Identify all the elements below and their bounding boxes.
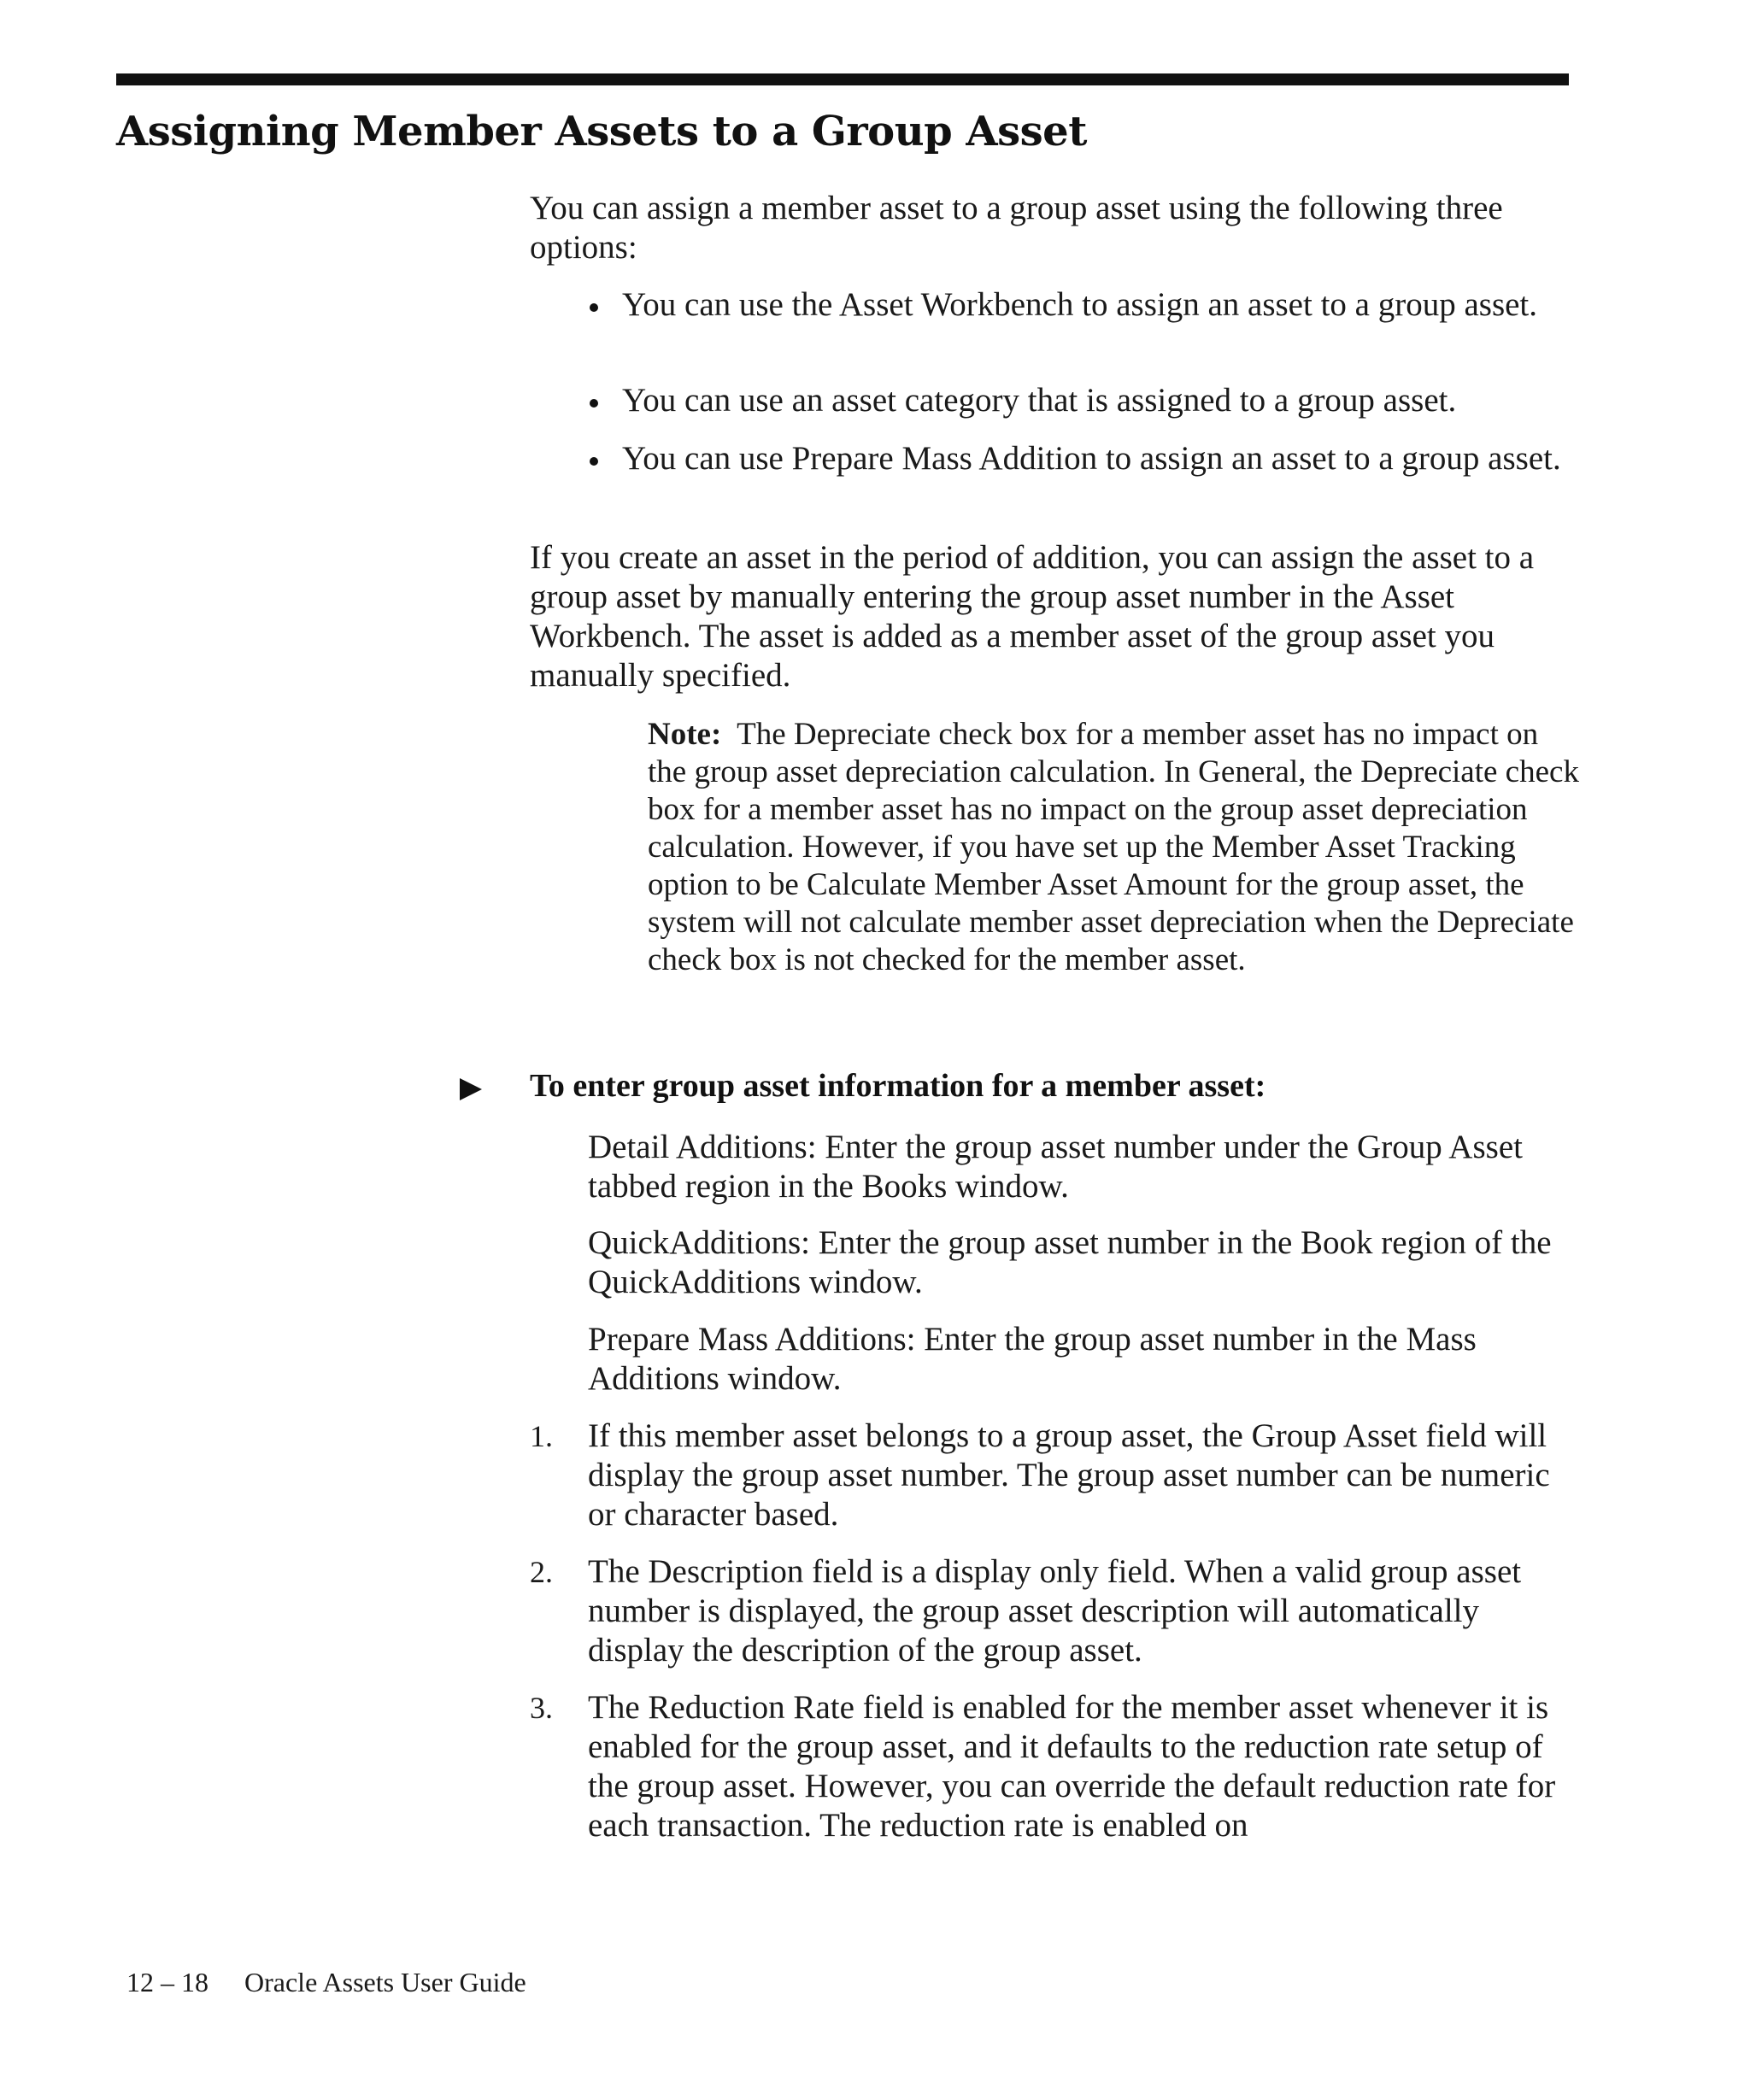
procedure-subparagraph: Prepare Mass Additions: Enter the group asset number in the Mass Additions window. [588, 1321, 1477, 1397]
bullet-item: You can use Prepare Mass Addition to assign an asset to a group asset. [622, 440, 1561, 477]
procedure-arrow-icon [460, 1078, 482, 1100]
step-text: If this member asset belongs to a group asset, the Group Asset field will display the group asset number. The group asset number can be numeric or character based. [588, 1417, 1550, 1533]
procedure-heading: To enter group asset information for a member asset: [530, 1068, 1266, 1104]
footer-page-number: 12 – 18 [126, 1967, 208, 1997]
addition-paragraph: If you create an asset in the period of addition, you can assign the asset to a group asset by manually entering the group asset number in the Asset Workbench. The asset is added as a member asset of the group asset you manually specified. [530, 539, 1535, 694]
bullet-item: You can use an asset category that is assigned to a group asset. [622, 382, 1457, 419]
step-number: 3. [530, 1691, 553, 1725]
bullet-item: You can use the Asset Workbench to assign an asset to a group asset. [622, 286, 1538, 323]
step-number: 1. [530, 1419, 553, 1453]
procedure-subparagraph: Detail Additions: Enter the group asset number under the Group Asset tabbed region in the Books window. [588, 1129, 1523, 1205]
note-label: Note: [648, 717, 722, 752]
step-text: The Reduction Rate field is enabled for the member asset whenever it is enabled for the group asset, and it defaults to the reduction rate setup of the group asset. However, you can override the default reduction rate for each transaction. The reduction rate is enabled on [588, 1689, 1556, 1844]
note-text: The Depreciate check box for a member asset has no impact on the group asset depreciation calculation. In General, the Depreciate check box for a member asset has no impact on the group asset depreciation calculation. However, if you have set up the Member Asset Tracking option to be Calculate Member Asset Amount for the group asset, the system will not calculate member asset depreciation when the Depreciate check box is not checked for the member asset. [648, 717, 1579, 977]
page-title: Assigning Member Assets to a Group Asset [116, 108, 1087, 155]
bullet-icon [590, 399, 598, 408]
step-number: 2. [530, 1555, 553, 1589]
procedure-subparagraph: QuickAdditions: Enter the group asset number in the Book region of the QuickAdditions window. [588, 1224, 1552, 1300]
page-footer [126, 1965, 526, 1999]
intro-paragraph: You can assign a member asset to a group asset using the following three options: [530, 190, 1503, 266]
footer-book-title: Oracle Assets User Guide [244, 1967, 526, 1997]
bullet-icon [590, 303, 598, 312]
note-block [648, 716, 1579, 979]
top-rule [116, 73, 1569, 85]
step-text: The Description field is a display only field. When a valid group asset number is displayed, the group asset description will automatically display the description of the group asset. [588, 1553, 1522, 1669]
bullet-icon [590, 457, 598, 466]
